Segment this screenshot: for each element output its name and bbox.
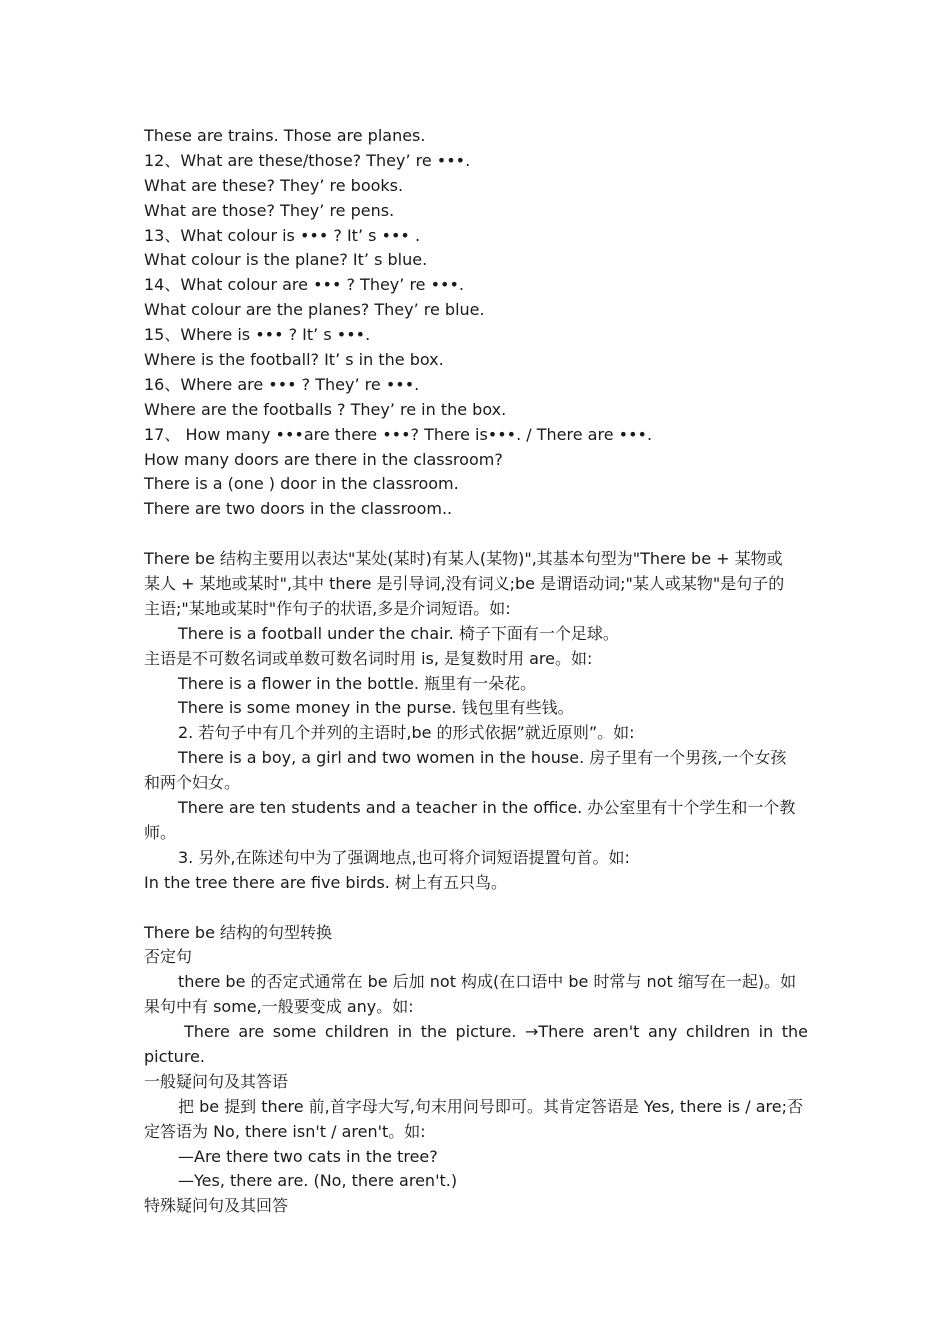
text-line: 14、What colour are ••• ? They’ re •••.	[144, 275, 465, 295]
text-line: There is a (one ) door in the classroom.	[144, 474, 459, 494]
text-line: There is a boy, a girl and two women in the house. 房子里有一个男孩,一个女孩	[178, 748, 787, 768]
text-line: In the tree there are five birds. 树上有五只鸟。	[144, 872, 507, 892]
text-line: There be 结构的句型转换	[144, 922, 333, 942]
text-line: There is a flower in the bottle. 瓶里有一朵花。	[178, 673, 537, 693]
text-line: 2. 若句子中有几个并列的主语时,be 的形式依据”就近原则”。如:	[178, 723, 635, 743]
text-line: 特殊疑问句及其回答	[144, 1196, 289, 1216]
text-line: 主语;"某地或某时"作句子的状语,多是介词短语。如:	[144, 598, 511, 618]
text-line: picture.	[144, 1046, 205, 1066]
text-line: there be 的否定式通常在 be 后加 not 构成(在口语中 be 时常与 not 缩写在一起)。如	[178, 972, 797, 992]
text-line: 和两个妇女。	[144, 773, 241, 793]
text-line: Where is the football? It’ s in the box.	[144, 350, 444, 370]
text-line: 主语是不可数名词或单数可数名词时用 is, 是复数时用 are。如:	[144, 648, 593, 668]
text-line: What colour are the planes? They’ re blue.	[144, 300, 485, 320]
text-line: 12、What are these/those? They’ re •••.	[144, 150, 471, 170]
text-line: 师。	[144, 822, 177, 842]
text-line: 13、What colour is ••• ? It’ s ••• .	[144, 225, 421, 245]
text-line: There is some money in the purse. 钱包里有些钱。	[178, 698, 574, 718]
text-line: 定答语为 No, there isn't / aren't。如:	[144, 1121, 426, 1141]
document-page	[144, 124, 808, 1219]
text-line: 15、Where is ••• ? It’ s •••.	[144, 325, 371, 345]
text-line: 3. 另外,在陈述句中为了强调地点,也可将介词短语提置句首。如:	[178, 847, 630, 867]
text-line: How many doors are there in the classroom?	[144, 449, 503, 469]
text-line: 果句中有 some,一般要变成 any。如:	[144, 997, 414, 1017]
text-line: There is a football under the chair. 椅子下面有一个足球。	[178, 623, 619, 643]
text-line: 16、Where are ••• ? They’ re •••.	[144, 374, 420, 394]
blank-line	[144, 896, 808, 921]
text-line: There be 结构主要用以表达"某处(某时)有某人(某物)",其基本句型为"There be + 某物或	[144, 549, 783, 569]
text-line: These are trains. Those are planes.	[144, 126, 426, 145]
text-line: Where are the footballs ? They’ re in the box.	[144, 399, 507, 419]
text-line: 否定句	[144, 947, 193, 967]
text-line: What are these? They’ re books.	[144, 175, 404, 195]
text-line: 某人 + 某地或某时",其中 there 是引导词,没有词义;be 是谓语动词;"某人或某物"是句子的	[144, 574, 785, 594]
text-line: There are two doors in the classroom..	[144, 499, 453, 519]
text-line: 把 be 提到 there 前,首字母大写,句末用问号即可。其肯定答语是 Yes, there is / are;否	[178, 1096, 803, 1116]
text-line: There are some children in the picture. →There aren't any children in the	[184, 1022, 808, 1042]
text-line: What are those? They’ re pens.	[144, 200, 395, 220]
text-line: 一般疑问句及其答语	[144, 1071, 289, 1091]
text-line: 17、 How many •••are there •••? There is•••. / There are •••.	[144, 424, 653, 444]
blank-line	[144, 522, 808, 547]
text-line: —Are there two cats in the tree?	[178, 1146, 438, 1166]
text-line: What colour is the plane? It’ s blue.	[144, 250, 428, 270]
text-line: —Yes, there are. (No, there aren't.)	[178, 1171, 458, 1191]
text-line: There are ten students and a teacher in the office. 办公室里有十个学生和一个教	[178, 798, 796, 818]
